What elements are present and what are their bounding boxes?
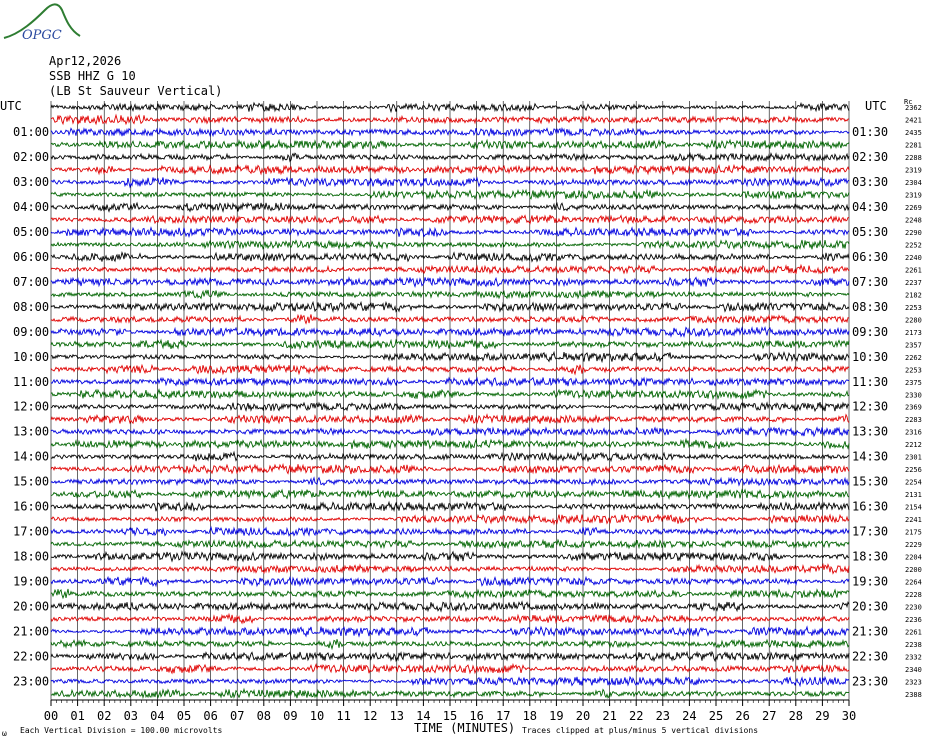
x-tick-label: 23 [655, 709, 671, 723]
right-hour-label: 15:30 [852, 474, 889, 489]
trace-value-label: 2175 [905, 528, 922, 537]
left-hour-label: 19:00 [13, 574, 50, 589]
left-hour-label: 17:00 [13, 524, 50, 539]
trace-value-label: 2288 [905, 154, 922, 163]
left-axis-label: UTC [0, 99, 22, 113]
right-hour-label: 01:30 [852, 125, 889, 140]
x-tick-label: 20 [575, 709, 591, 723]
x-tick-label: 08 [256, 709, 272, 723]
x-tick-label: 25 [708, 709, 724, 723]
left-hour-label: 18:00 [13, 549, 50, 564]
right-hour-label: 23:30 [852, 674, 889, 689]
right-hour-label: 03:30 [852, 175, 889, 190]
x-tick-label: 30 [841, 709, 857, 723]
trace-value-label: 2319 [905, 191, 922, 200]
x-axis-title: TIME (MINUTES) [414, 721, 516, 735]
right-hour-label: 09:30 [852, 324, 889, 339]
x-tick-label: 11 [336, 709, 351, 723]
x-tick-label: 29 [815, 709, 830, 723]
x-tick-label: 02 [96, 709, 112, 723]
trace-value-label: 2254 [905, 478, 922, 487]
trace-value-label: 2230 [905, 603, 922, 612]
left-hour-label: 11:00 [13, 374, 50, 389]
logo-text: OPGC [22, 28, 62, 43]
time-grid [51, 101, 849, 700]
trace-value-label: 2332 [905, 653, 922, 662]
left-hour-label: 06:00 [13, 249, 50, 264]
right-hour-label: 02:30 [852, 150, 889, 165]
left-hour-labels [13, 125, 49, 688]
left-hour-label: 08:00 [13, 299, 50, 314]
trace-value-label: 2357 [905, 341, 922, 350]
right-hour-label: 05:30 [852, 225, 889, 240]
footer-corner-mark: ω [2, 729, 7, 738]
x-tick-label: 24 [682, 709, 697, 723]
trace-value-label: 2280 [905, 316, 922, 325]
trace-value-label: 2212 [905, 441, 922, 450]
right-hour-label: 14:30 [852, 449, 889, 464]
trace-value-label: 2240 [905, 253, 922, 262]
right-hour-label: 12:30 [852, 399, 889, 414]
trace-value-label: 2319 [905, 166, 922, 175]
right-axis-label: UTC [865, 99, 887, 113]
x-tick-label: 01 [70, 709, 85, 723]
right-hour-label: 16:30 [852, 499, 889, 514]
x-tick-label: 16 [469, 709, 484, 723]
trace-value-label: 2340 [905, 665, 922, 674]
x-tick-label: 18 [522, 709, 538, 723]
trace-value-label: 2262 [905, 353, 922, 362]
trace-value-label: 2283 [905, 416, 922, 425]
left-hour-label: 21:00 [13, 624, 50, 639]
right-hour-label: 21:30 [852, 624, 889, 639]
right-hour-label: 04:30 [852, 200, 889, 215]
right-hour-label: 06:30 [852, 249, 889, 264]
left-hour-label: 13:00 [13, 424, 50, 439]
x-tick-label: 05 [176, 709, 192, 723]
x-tick-label: 21 [602, 709, 617, 723]
station-label: SSB HHZ G 10 [49, 69, 136, 83]
left-hour-label: 09:00 [13, 324, 50, 339]
x-axis [44, 700, 856, 723]
trace-value-label: 2236 [905, 615, 922, 624]
trace-value-labels [905, 104, 922, 699]
trace-value-label: 2182 [905, 291, 922, 300]
x-tick-label: 06 [203, 709, 218, 723]
left-hour-label: 01:00 [13, 125, 50, 140]
trace-value-label: 2238 [905, 640, 922, 649]
x-tick-label: 09 [283, 709, 298, 723]
left-hour-label: 02:00 [13, 150, 50, 165]
right-hour-label: 11:30 [852, 374, 889, 389]
trace-value-label: 2304 [905, 179, 922, 188]
left-hour-label: 07:00 [13, 274, 50, 289]
trace-value-label: 2290 [905, 229, 922, 238]
left-hour-label: 04:00 [13, 200, 50, 215]
x-tick-label: 00 [43, 709, 59, 723]
trace-value-label: 2256 [905, 466, 922, 475]
right-hour-label: 07:30 [852, 274, 889, 289]
trace-value-label: 2323 [905, 678, 922, 687]
x-tick-label: 28 [788, 709, 804, 723]
opgc-logo [4, 4, 80, 43]
left-hour-label: 10:00 [13, 349, 50, 364]
left-hour-label: 15:00 [13, 474, 50, 489]
trace-value-label: 2204 [905, 553, 922, 562]
x-tick-label: 13 [389, 709, 405, 723]
right-hour-label: 17:30 [852, 524, 889, 539]
trace-value-label: 2435 [905, 129, 922, 138]
trace-value-label: 2369 [905, 403, 922, 412]
x-tick-label: 04 [150, 709, 165, 723]
trace-value-label: 2375 [905, 378, 922, 387]
left-hour-label: 20:00 [13, 599, 50, 614]
x-tick-label: 17 [495, 709, 511, 723]
left-hour-label: 14:00 [13, 449, 50, 464]
trace-value-label: 2388 [905, 690, 922, 699]
x-tick-label: 22 [628, 709, 644, 723]
right-hour-label: 20:30 [852, 599, 889, 614]
trace-value-label: 2248 [905, 216, 922, 225]
left-hour-label: 05:00 [13, 225, 50, 240]
trace-value-label: 2261 [905, 266, 922, 275]
x-tick-label: 03 [123, 709, 139, 723]
trace-value-label: 2200 [905, 565, 922, 574]
right-hour-labels [852, 125, 888, 688]
trace-value-label: 2131 [905, 491, 922, 500]
trace-value-label: 2154 [905, 503, 922, 512]
trace-value-label: 2173 [905, 328, 922, 337]
x-tick-label: 12 [362, 709, 378, 723]
left-hour-label: 23:00 [13, 674, 50, 689]
left-hour-label: 03:00 [13, 175, 50, 190]
station-desc: (LB St Sauveur Vertical) [49, 84, 223, 98]
trace-value-label: 2316 [905, 428, 922, 437]
trace-value-label: 2228 [905, 590, 922, 599]
trace-value-label: 2330 [905, 391, 922, 400]
trace-value-label: 2264 [905, 578, 922, 587]
x-tick-label: 15 [442, 709, 458, 723]
trace-value-label: 2237 [905, 278, 922, 287]
x-tick-label: 26 [735, 709, 750, 723]
trace-value-label: 2253 [905, 366, 922, 375]
left-hour-label: 12:00 [13, 399, 50, 414]
trace-value-label: 2229 [905, 541, 922, 550]
trace-value-label: 2241 [905, 516, 922, 525]
left-hour-label: 16:00 [13, 499, 50, 514]
right-hour-label: 08:30 [852, 299, 889, 314]
right-hour-label: 22:30 [852, 649, 889, 664]
footer-scale-note: Each Vertical Division = 100.00 microvolts [20, 726, 223, 735]
date-label: Apr12,2026 [49, 54, 122, 68]
right-corner-label: Rc [904, 98, 913, 106]
footer-clip-note: Traces clipped at plus/minus 5 vertical divisions [522, 726, 759, 735]
trace-value-label: 2252 [905, 241, 922, 250]
x-tick-label: 14 [416, 709, 431, 723]
x-tick-label: 19 [549, 709, 564, 723]
trace-value-label: 2261 [905, 628, 922, 637]
trace-value-label: 2281 [905, 141, 922, 150]
right-hour-label: 18:30 [852, 549, 889, 564]
trace-value-label: 2301 [905, 453, 922, 462]
x-tick-label: 07 [229, 709, 245, 723]
x-tick-label: 10 [309, 709, 325, 723]
left-hour-label: 22:00 [13, 649, 50, 664]
trace-value-label: 2362 [905, 104, 922, 113]
right-hour-label: 10:30 [852, 349, 889, 364]
trace-value-label: 2421 [905, 116, 922, 125]
x-tick-label: 27 [761, 709, 777, 723]
right-hour-label: 13:30 [852, 424, 889, 439]
trace-value-label: 2253 [905, 303, 922, 312]
right-hour-label: 19:30 [852, 574, 889, 589]
trace-value-label: 2269 [905, 204, 922, 213]
